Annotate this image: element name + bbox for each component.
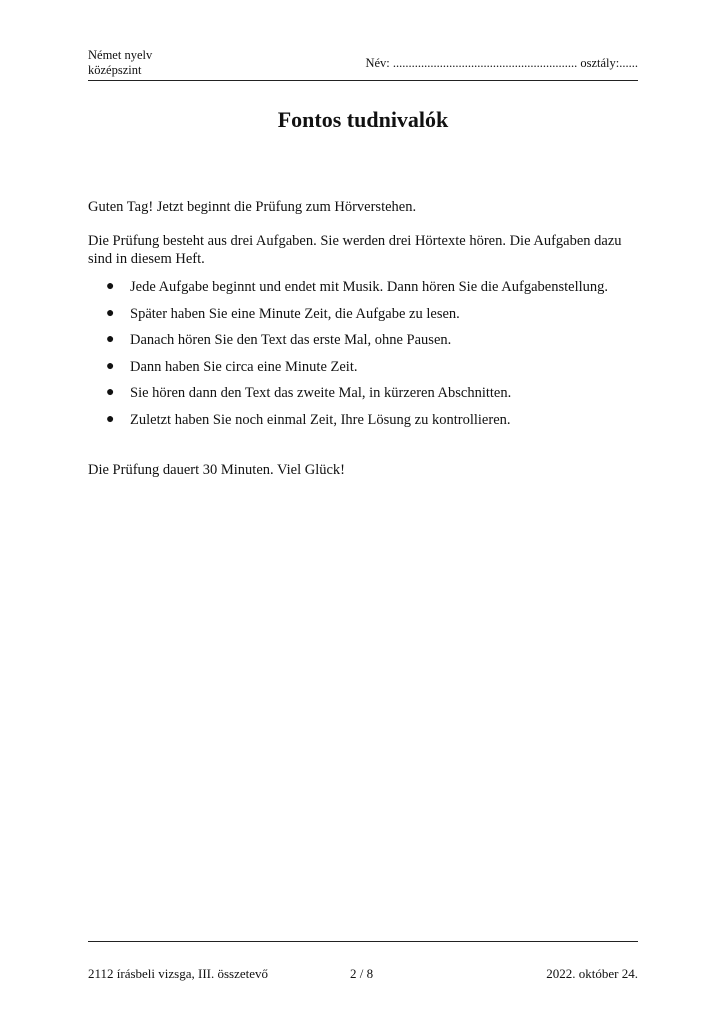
bullet-icon: ● — [106, 305, 115, 321]
page-number: 2 / 8 — [350, 966, 374, 981]
page-title: Fontos tudnivalók — [277, 107, 449, 132]
subject-level: középszint — [88, 63, 142, 77]
list-item — [88, 384, 640, 402]
name-class-field: Név: ........................................................... osztály:...... — [365, 56, 638, 70]
list-item-text: Später haben Sie eine Minute Zeit, die Aufgabe zu lesen. — [130, 305, 460, 322]
list-item-text: Jede Aufgabe beginnt und endet mit Musik. Dann hören Sie die Aufgabenstellung. — [130, 279, 609, 295]
list-item — [88, 278, 640, 296]
bullet-icon: ● — [106, 411, 115, 427]
page-header — [88, 48, 638, 81]
bullet-icon: ● — [106, 358, 115, 374]
exam-date: 2022. október 24. — [546, 966, 638, 981]
bullet-icon: ● — [106, 332, 115, 347]
instructions-list — [88, 278, 640, 429]
list-item — [88, 411, 640, 429]
list-item-text: Sie hören dann den Text das zweite Mal, in kürzeren Abschnitten. — [130, 385, 512, 401]
exam-code: 2112 írásbeli vizsga, III. összetevő — [88, 966, 269, 981]
closing-paragraph: Die Prüfung dauert 30 Minuten. Viel Glück! — [88, 461, 345, 478]
subject-name: Német nyelv — [88, 48, 153, 62]
list-item — [88, 358, 640, 376]
list-item — [88, 305, 640, 323]
page-footer — [88, 965, 638, 983]
list-item-text: Dann haben Sie circa eine Minute Zeit. — [130, 358, 358, 375]
subject-block — [88, 48, 152, 78]
list-item-text: Zuletzt haben Sie noch einmal Zeit, Ihre Lösung zu kontrollieren. — [130, 411, 511, 428]
instructions-body — [88, 198, 640, 479]
bullet-icon: ● — [106, 279, 115, 294]
list-item-text: Danach hören Sie den Text das erste Mal, ohne Pausen. — [130, 332, 452, 348]
bullet-icon: ● — [106, 385, 115, 400]
footer-divider — [88, 941, 638, 942]
greeting-paragraph: Guten Tag! Jetzt beginnt die Prüfung zum Hörverstehen. — [88, 199, 417, 215]
intro-paragraph: Die Prüfung besteht aus drei Aufgaben. Sie werden drei Hörtexte hören. Die Aufgaben dazu sind in diesem Heft. — [88, 233, 622, 267]
list-item — [88, 331, 640, 349]
